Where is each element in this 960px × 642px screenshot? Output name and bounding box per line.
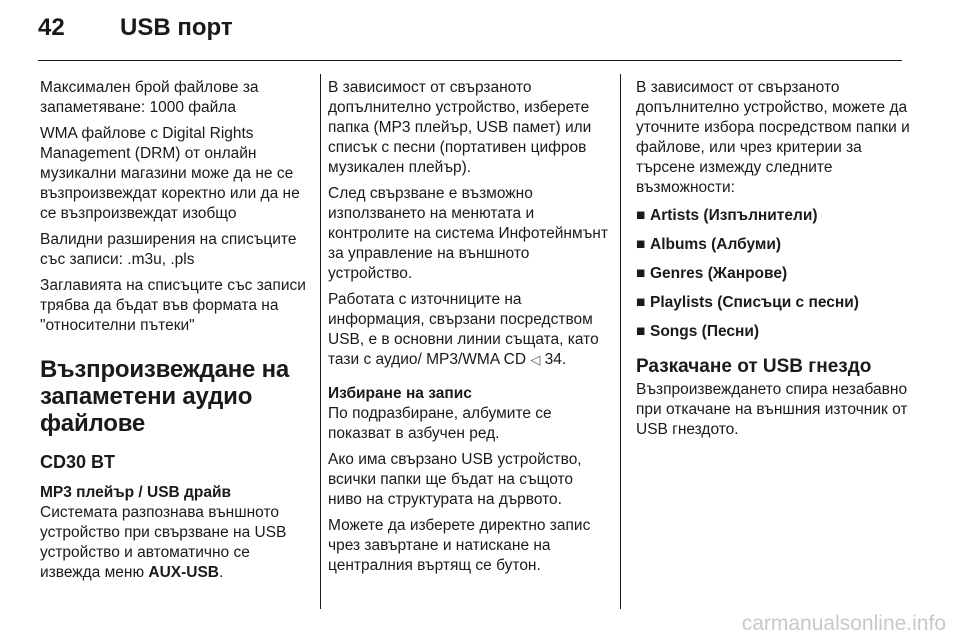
page-reference: 34.: [540, 351, 567, 368]
column-2: [328, 78, 608, 582]
column-divider-2: [620, 74, 621, 609]
usb-sources-text: Работата с източниците на информация, свързани посредством USB, е в основни линии същата, като тази с аудио/ MP3/WMA CD: [328, 291, 599, 368]
list-item: [636, 264, 916, 284]
page-number: 42: [38, 14, 65, 41]
list-item-label: Playlists (Списъци с песни): [650, 294, 859, 311]
paragraph-max-files: Максимален брой файлове за запаметяване: 1000 файла: [40, 79, 259, 116]
paragraph-infotainment-controls: След свързване е възможно използването на менютата и контролите на система Инфотейнмънт за управление на външното устройство.: [328, 185, 608, 282]
list-item-label: Genres (Жанрове): [650, 265, 788, 282]
list-item: [636, 235, 916, 255]
column-1: [40, 78, 312, 589]
page-header: [38, 14, 908, 50]
menu-aux-usb: AUX-USB: [148, 564, 220, 581]
subheading-cd30bt: CD30 BT: [40, 452, 116, 472]
list-item-label: Albums (Албуми): [650, 236, 782, 253]
list-item-label: Artists (Изпълнители): [650, 207, 818, 224]
bullet-icon: ■: [636, 323, 646, 340]
bullet-icon: ■: [636, 294, 646, 311]
paragraph-select-folder: В зависимост от свързаното допълнително устройство, изберете папка (MP3 плейър, USB памет) или списък с песни (портативен цифров музикален плейър).: [328, 79, 592, 176]
paragraph-usb-recognition: [40, 503, 312, 583]
paragraph-playlist-extensions: Валидни разширения на списъците със записи: .m3u, .pls: [40, 231, 297, 268]
bullet-icon: ■: [636, 207, 646, 224]
paragraph-default-sort: По подразбиране, албумите се показват в азбучен ред.: [328, 405, 552, 442]
heading-mp3-usb: MP3 плейър / USB драйв: [40, 484, 232, 501]
column-3: [636, 78, 916, 446]
page-reference-icon: ◁: [530, 352, 541, 367]
section-title: USB порт: [120, 14, 233, 41]
list-item: [636, 293, 916, 313]
heading-playback: Възпроизвеждане на запаметени аудио файлове: [40, 356, 290, 437]
bullet-icon: ■: [636, 265, 646, 282]
usb-recognition-text: Системата разпознава външното устройство при свързване на USB устройство и автоматично се извежда меню: [40, 504, 287, 581]
criteria-list: [636, 206, 916, 342]
list-item-label: Songs (Песни): [650, 323, 760, 340]
paragraph-folder-tree: Ако има свързано USB устройство, всички папки ще бъдат на същото ниво на структурата на дървото.: [328, 451, 582, 508]
list-item: [636, 206, 916, 226]
paragraph-select-direct: Можете да изберете директно запис чрез завъртане и натискане на централния въртящ се бутон.: [328, 517, 591, 574]
heading-select-track: Избиране на запис: [328, 385, 472, 402]
heading-disconnect-usb: Разкачане от USB гнездо: [636, 356, 872, 377]
list-item: [636, 322, 916, 342]
paragraph-playlist-paths: Заглавията на списъците със записи трябва да бъдат във формата на "относителни пътеки": [40, 277, 306, 334]
paragraph-wma-drm: WMA файлове с Digital Rights Management (DRM) от онлайн музикални магазини може да не се възпроизвеждат коректно или да не се възпроизвеждат изобщо: [40, 125, 300, 222]
header-divider: [38, 60, 902, 61]
bullet-icon: ■: [636, 236, 646, 253]
paragraph-search-criteria: В зависимост от свързаното допълнително устройство, можете да уточните избора посредством папки и файлове, или чрез критерии за търсене измежду следните възможности:: [636, 79, 910, 196]
usb-recognition-end: .: [219, 564, 224, 581]
paragraph-disconnect: Възпроизвеждането спира незабавно при откачане на външния източник от USB гнездото.: [636, 381, 908, 438]
watermark: carmanualsonline.info: [741, 612, 946, 635]
paragraph-usb-sources: [328, 290, 608, 370]
column-divider-1: [320, 74, 321, 609]
